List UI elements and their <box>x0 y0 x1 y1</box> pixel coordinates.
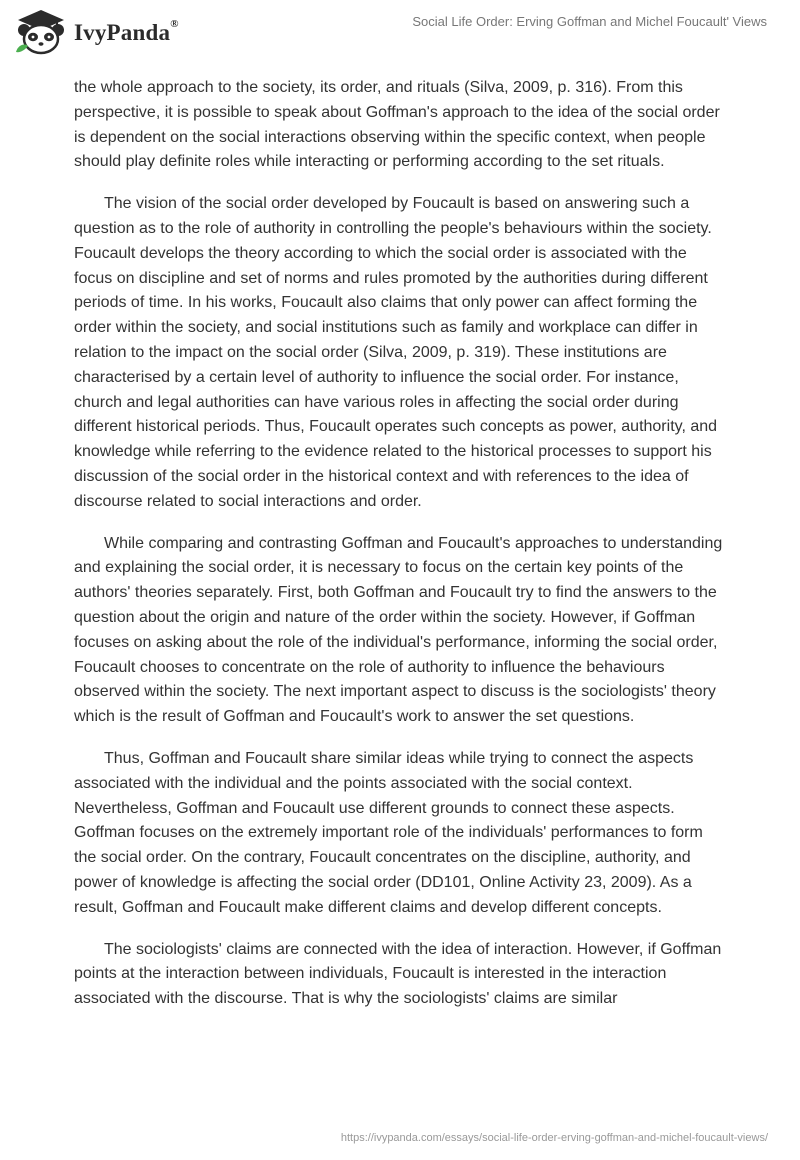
paragraph-continued: the whole approach to the society, its order, and rituals (Silva, 2009, p. 316). From this perspective, it is possible to speak about Goffman's approach to the idea of the social order is dependent on the social interactions observing within the specific context, when people should play definite roles while interacting or performing according to the set rituals. <box>74 79 720 171</box>
source-url-link[interactable]: https://ivypanda.com/essays/social-life-order-erving-goffman-and-michel-foucault-views/ <box>340 1132 768 1144</box>
logo-text: IvyPanda <box>74 20 171 45</box>
paragraph: The vision of the social order developed by Foucault is based on answering such a question as to the role of authority in controlling the people's behaviours within the society. Foucault develops the theory according to which the social order is associated with the focus on discipline and set of norms and rules promoted by the authorities during different periods of time. In his works, Foucault also claims that only power can affect forming the order within the society, and social institutions such as family and workplace can differ in relation to the impact on the social order (Silva, 2009, p. 319). These institutions are characterised by a certain level of authority to influence the social order. For instance, church and legal authorities can have various roles in affecting the social order during different historical periods. Thus, Foucault operates such concepts as power, authority, and knowledge while referring to the evidence related to the historical processes to support his discussion of the social order in the historical context and with references to the idea of discourse related to social interactions and order. <box>74 195 718 510</box>
paragraph: While comparing and contrasting Goffman and Foucault's approaches to understanding and explaining the social order, it is necessary to focus on the certain key points of the authors' theories separately. First, both Goffman and Foucault try to find the answers to the question about the origin and nature of the order within the society. However, if Goffman focuses on asking about the role of the individual's performance, informing the social order, Foucault chooses to concentrate on the role of authority to influence the behaviours observed within the society. The next important aspect to discuss is the sociologists' theory which is the result of Goffman and Foucault's work to answer the set questions. <box>74 534 723 726</box>
ivypanda-logo[interactable] <box>12 8 179 58</box>
document-title: Social Life Order: Erving Goffman and Michel Foucault' Views <box>412 14 767 29</box>
essay-body <box>74 76 728 1029</box>
page-header <box>0 0 800 70</box>
registered-mark: ® <box>170 18 179 30</box>
panda-graduate-icon <box>12 8 70 58</box>
logo-wordmark <box>74 20 179 46</box>
paragraph: Thus, Goffman and Foucault share similar ideas while trying to connect the aspects associated with the individual and the points associated with the social context. Nevertheless, Goffman and Foucault use different grounds to connect these aspects. Goffman focuses on the extremely important role of the individuals' performances to form the social order. On the contrary, Foucault concentrates on the discipline, authority, and power of knowledge is affecting the social order (DD101, Online Activity 23, 2009). As a result, Goffman and Foucault make different claims and develop different concepts. <box>74 749 703 916</box>
paragraph: The sociologists' claims are connected with the idea of interaction. However, if Goffman points at the interaction between individuals, Foucault is interested in the interaction associated with the discourse. That is why the sociologists' claims are similar <box>74 940 722 1008</box>
